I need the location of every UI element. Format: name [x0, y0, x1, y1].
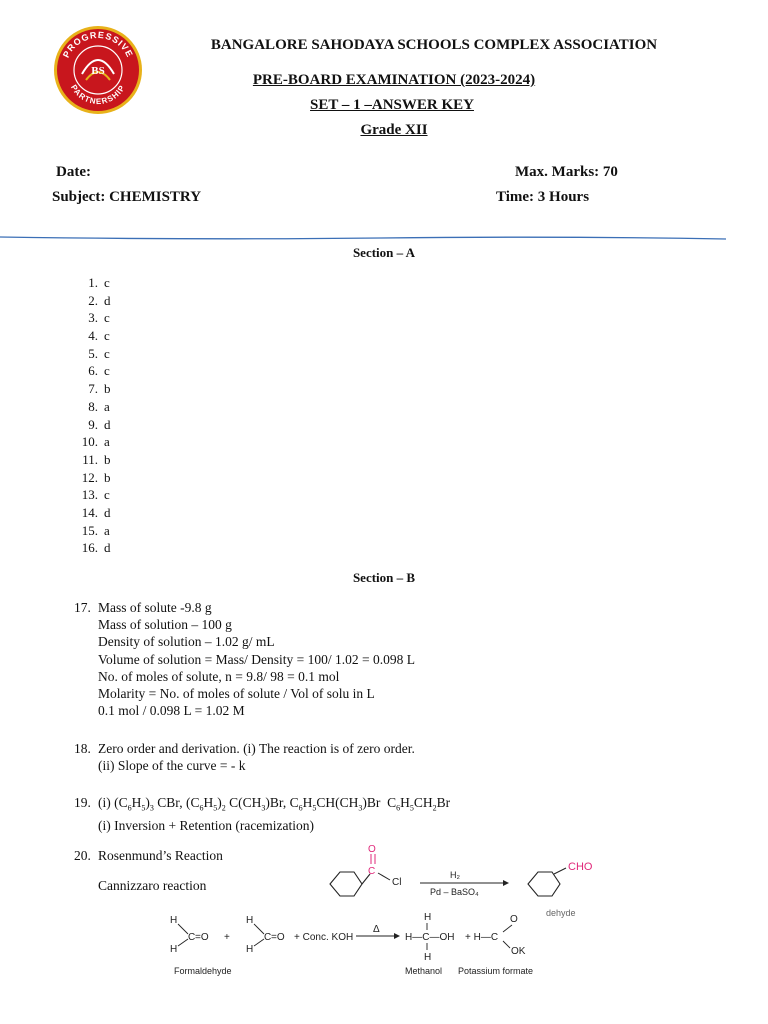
answer-option: d [104, 540, 111, 556]
question-20 [74, 847, 223, 894]
set-title: SET – 1 –ANSWER KEY [310, 97, 474, 113]
answer-item [74, 362, 111, 380]
date-label: Date: [56, 164, 91, 180]
answer-number: 16. [81, 540, 98, 556]
answer-option: c [104, 275, 110, 290]
q18-line-2: (ii) Slope of the curve = - k [98, 758, 246, 774]
exam-title: PRE-BOARD EXAMINATION (2023-2024) [252, 72, 536, 88]
answer-number: 5. [88, 345, 98, 361]
label-methanol: Methanol [405, 966, 443, 976]
q18-number: 18. [74, 741, 91, 756]
answer-number: 13. [81, 487, 98, 503]
plus-sign: + [224, 932, 230, 943]
answer-item [74, 522, 111, 540]
benzene-ring-reactant [330, 872, 362, 896]
q17-line: 0.1 mol / 0.098 L = 1.02 M [98, 703, 245, 719]
q17-line: Mass of solution – 100 g [98, 617, 232, 633]
answer-number: 1. [88, 275, 98, 290]
formaldehyde-2-carbonyl: =O [271, 932, 285, 943]
question-18 [74, 740, 415, 774]
answer-item [74, 486, 111, 504]
formaldehyde-1-h-bottom: H [170, 944, 178, 955]
formaldehyde-2-carbon: C [264, 932, 272, 943]
answer-number: 9. [88, 416, 98, 432]
organization-title: BANGALORE SAHODAYA SCHOOLS COMPLEX ASSOCIATION [210, 37, 658, 53]
question-19 [74, 794, 450, 834]
product-label-partial: dehyde [546, 908, 576, 918]
q17-line: No. of moles of solute, n = 9.8/ 98 = 0.1 mol [98, 668, 340, 684]
q17-line: Mass of solute -9.8 g [98, 600, 212, 615]
answer-item [74, 416, 111, 434]
grade-title: Grade XII [360, 122, 428, 138]
logo-bottom-text: PARTNERSHIP [68, 83, 128, 107]
answer-item [74, 345, 111, 363]
benzene-ring-product [528, 872, 560, 896]
formaldehyde-1-carbon: C [188, 932, 196, 943]
q20-number: 20. [74, 848, 91, 863]
acyl-chlorine: Cl [392, 877, 402, 888]
answer-option: b [104, 469, 111, 485]
logo-center-text: BS [91, 65, 105, 77]
methanol-structure: H—C—OH [405, 932, 455, 943]
answer-number: 14. [81, 504, 98, 520]
answer-item [74, 398, 111, 416]
answer-item [74, 327, 111, 345]
q18-line-1: Zero order and derivation. (i) The reaction is of zero order. [98, 741, 415, 756]
q19-number: 19. [74, 795, 91, 810]
section-b-title: Section – B [352, 570, 416, 585]
answer-number: 4. [88, 328, 98, 344]
acyl-carbon: C [368, 866, 376, 877]
answer-option: a [104, 522, 110, 538]
answer-item [74, 539, 111, 557]
q20-cannizzaro: Cannizzaro reaction [98, 878, 207, 894]
answer-option: d [104, 292, 111, 308]
q19-line-1: (i) $(C_6H_5)_3$ CBr, $(C_6H_5)_2$ $C(CH_3)Br$, $C_6H_5CH(CH_3)Br$ $C_6H_5CH_2Br$ [98, 795, 451, 813]
cannizzaro-reaction-diagram [160, 908, 560, 980]
answer-number: 12. [81, 469, 98, 485]
reagent-hydrogen: H₂ [450, 870, 460, 880]
q20-rosenmund: Rosenmund’s Reaction [98, 848, 223, 863]
answer-number: 2. [88, 292, 98, 308]
methanol-h-bottom: H [424, 952, 432, 963]
answer-option: c [104, 310, 110, 326]
question-17 [74, 599, 415, 719]
heat-symbol: Δ [373, 924, 380, 935]
answer-item [74, 451, 111, 469]
label-formaldehyde: Formaldehyde [174, 966, 232, 976]
answer-number: 8. [88, 398, 98, 414]
answer-option: b [104, 451, 111, 467]
methanol-h-top: H [424, 912, 432, 923]
formate-ok: OK [511, 946, 526, 957]
formaldehyde-1-carbonyl: =O [195, 932, 209, 943]
answer-item [74, 292, 111, 310]
answer-option: c [104, 345, 110, 361]
answer-number: 11. [82, 451, 98, 467]
answer-number: 10. [81, 434, 98, 450]
answer-option: d [104, 504, 111, 520]
label-potassium-formate: Potassium formate [458, 966, 534, 976]
logo-top-text: PROGRESSIVE [60, 29, 136, 60]
answer-option: a [104, 434, 110, 450]
answer-option: a [104, 398, 110, 414]
answer-option: c [104, 363, 110, 379]
acyl-oxygen: O [368, 844, 376, 855]
q17-line: Volume of solution = Mass/ Density = 100/ 1.02 = 0.098 L [98, 651, 415, 667]
answer-option: b [104, 381, 111, 397]
answer-number: 15. [81, 522, 98, 538]
rosenmund-reaction-diagram [320, 842, 620, 918]
answer-item [74, 380, 111, 398]
section-a-answer-list [74, 274, 111, 557]
q19-line-2: (i) Inversion + Retention (racemization) [98, 817, 315, 833]
section-a-title: Section – A [352, 245, 416, 260]
answer-item [74, 433, 111, 451]
q17-line: Density of solution – 1.02 g/ mL [98, 634, 275, 650]
formaldehyde-2-h-top: H [246, 915, 254, 926]
q17-line: Molarity = No. of moles of solute / Vol of solu in L [98, 686, 375, 702]
conc-koh: + Conc. KOH [294, 932, 354, 943]
subject-label: Subject: CHEMISTRY [52, 189, 202, 205]
answer-item [74, 309, 111, 327]
time-label: Time: 3 Hours [496, 189, 590, 205]
answer-option: c [104, 487, 110, 503]
reagent-catalyst: Pd – BaSO₄ [430, 887, 479, 897]
answer-number: 3. [88, 310, 98, 326]
aldehyde-group: CHO [568, 861, 593, 873]
answer-option: d [104, 416, 111, 432]
max-marks: Max. Marks: 70 [515, 164, 618, 180]
answer-number: 7. [88, 381, 98, 397]
answer-number: 6. [88, 363, 98, 379]
q17-number: 17. [74, 600, 91, 615]
answer-option: c [104, 328, 110, 344]
answer-item [74, 274, 111, 292]
answer-item [74, 504, 111, 522]
answer-item [74, 469, 111, 487]
formate-structure: + H—C [465, 932, 499, 943]
formate-oxygen: O [510, 914, 518, 925]
header-divider [0, 234, 726, 242]
formaldehyde-1-h-top: H [170, 915, 178, 926]
formaldehyde-2-h-bottom: H [246, 944, 254, 955]
